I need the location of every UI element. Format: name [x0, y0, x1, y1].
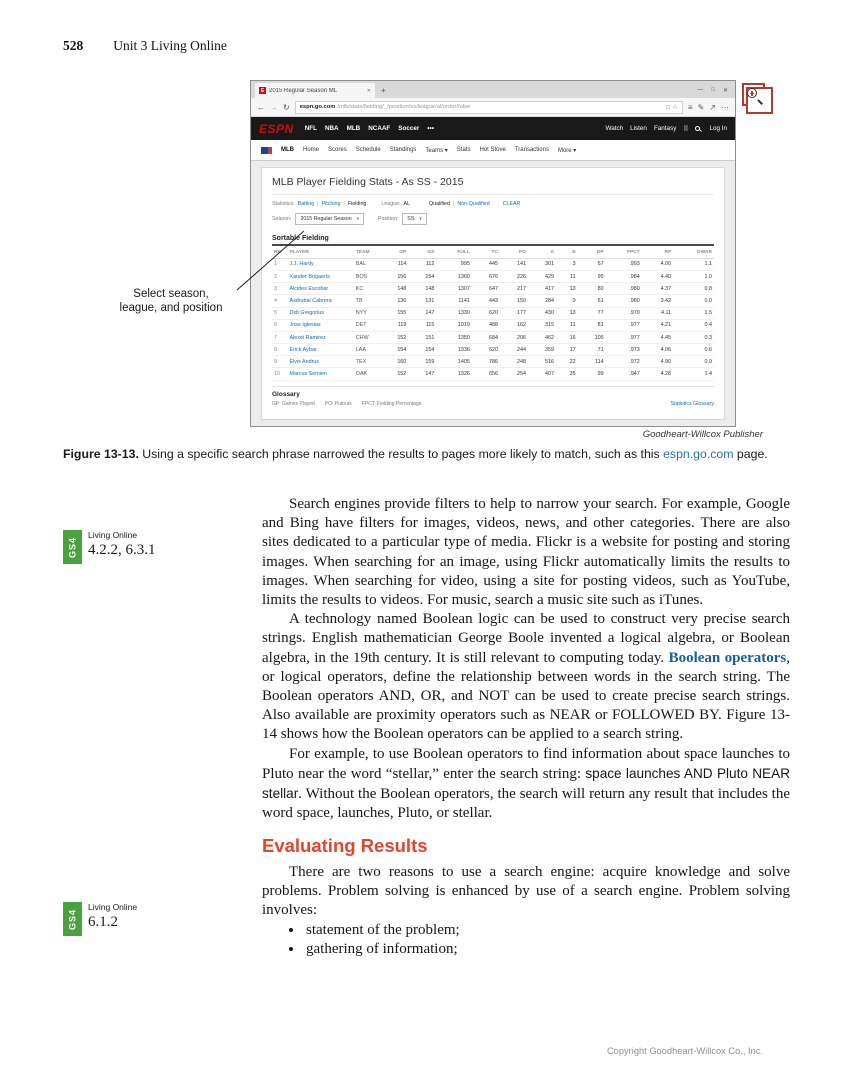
separator: |: [317, 201, 319, 207]
stat-cell: 0.0: [673, 295, 714, 307]
glossary-title: Glossary: [272, 390, 300, 398]
window-controls: [697, 87, 731, 94]
stat-cell: 152: [380, 368, 408, 380]
stat-cell: 4.40: [642, 270, 673, 282]
stat-cell: 9: [272, 356, 287, 368]
stat-cell: 4.06: [642, 344, 673, 356]
paragraph-evaluating: There are two reasons to use a search engine: acquire knowledge and solve problems. Problem solving is enhanced by use of a search engine. Problem solving involves:: [262, 863, 790, 919]
stat-cell: CHW: [354, 331, 381, 343]
player-name-link[interactable]: Jose Iglesias: [287, 319, 353, 331]
player-name-link[interactable]: Asdrubal Cabrera: [287, 295, 353, 307]
caption-text: Using a specific search phrase narrowed the results to pages more likely to match, such as this: [138, 447, 664, 461]
back-icon[interactable]: ←: [257, 102, 265, 112]
stat-cell: .947: [606, 368, 642, 380]
stat-cell: OAK: [354, 368, 381, 380]
page-number: 528: [63, 38, 84, 53]
espn-nav-item[interactable]: Watch: [605, 125, 624, 132]
stat-cell: 147: [408, 368, 436, 380]
player-name-link[interactable]: Alcides Escobar: [287, 283, 353, 295]
nonqualified-link[interactable]: Non-Qualified: [457, 201, 490, 207]
espn-nav-item[interactable]: NFL: [304, 125, 317, 132]
stat-cell: 4.00: [642, 258, 673, 270]
stat-cell: 3: [556, 258, 578, 270]
stat-cell: 226: [500, 270, 528, 282]
browser-address-bar: [251, 98, 735, 117]
column-header[interactable]: RF: [642, 248, 673, 258]
league-value[interactable]: AL: [403, 201, 411, 207]
stat-cell: 154: [408, 270, 436, 282]
stat-cell: 148: [380, 283, 408, 295]
mlb-subnav-item[interactable]: Standings: [389, 146, 417, 153]
standards-badge: [63, 530, 156, 564]
stat-cell: 684: [472, 331, 500, 343]
paragraph-boolean: [262, 610, 790, 744]
stat-cell: 284: [528, 295, 556, 307]
running-head: [63, 38, 227, 54]
stat-cell: 429: [528, 270, 556, 282]
pitching-link[interactable]: Pitching: [321, 201, 341, 207]
espn-go-com-link[interactable]: espn.go.com: [663, 447, 734, 461]
stat-cell: 13: [556, 307, 578, 319]
browser-tab-bar: [251, 81, 735, 98]
browser-tab[interactable]: [255, 83, 375, 98]
stat-cell: 1326: [436, 368, 472, 380]
espn-nav-item[interactable]: NCAAF: [368, 125, 391, 132]
stat-cell: 445: [472, 258, 500, 270]
browser-screenshot: [250, 80, 736, 427]
sortable-fielding-title: Sortable Fielding: [272, 235, 329, 242]
stat-cell: 244: [500, 344, 528, 356]
apps-grid-icon[interactable]: ⠿: [683, 125, 689, 133]
standards-text: [88, 902, 137, 931]
column-header[interactable]: RK: [272, 248, 287, 258]
stat-cell: 77: [578, 307, 606, 319]
stat-cell: 4: [272, 295, 287, 307]
magnifier-handle: [757, 99, 763, 105]
stat-cell: 154: [408, 344, 436, 356]
espn-sports-nav: [305, 125, 434, 132]
stat-cell: 4.90: [642, 356, 673, 368]
separator: |: [343, 201, 345, 207]
season-value: 2015 Regular Season: [300, 216, 352, 222]
standards-codes: 4.2.2, 6.3.1: [88, 542, 156, 558]
table-row: [272, 368, 714, 380]
callout-arrow-line: [236, 228, 306, 292]
stat-cell: 160: [380, 356, 408, 368]
close-window-icon[interactable]: ✕: [722, 88, 728, 94]
body-text-column: [262, 495, 790, 960]
statistics-glossary-link[interactable]: Statistics Glossary: [670, 400, 714, 407]
espn-media-nav: [606, 125, 677, 132]
fielding-stats-table: [272, 248, 714, 381]
stat-cell: 17: [556, 344, 578, 356]
stat-cell: BOS: [354, 270, 381, 282]
stat-cell: 151: [408, 331, 436, 343]
stat-cell: NYY: [354, 307, 381, 319]
espn-favicon-icon: E: [260, 87, 265, 94]
search-string-example: space launches AND Pluto NEAR stellar: [262, 765, 791, 802]
stat-cell: 4.21: [642, 319, 673, 331]
stat-cell: 3.42: [642, 295, 673, 307]
mlb-subnav-item[interactable]: Teams ▾: [425, 147, 448, 154]
url-input[interactable]: [295, 101, 683, 114]
stat-cell: TEX: [354, 356, 381, 368]
stat-cell: 99: [578, 368, 606, 380]
stat-cell: 1330: [436, 307, 472, 319]
espn-nav-item[interactable]: Soccer: [398, 125, 420, 132]
stat-cell: 407: [528, 368, 556, 380]
column-header[interactable]: PLAYER: [287, 248, 353, 258]
stat-cell: 7: [272, 331, 287, 343]
maximize-icon[interactable]: □: [711, 87, 715, 93]
stats-table-head-row: [272, 248, 714, 258]
standards-codes: 6.1.2: [88, 914, 118, 930]
stat-cell: 647: [472, 283, 500, 295]
clear-link[interactable]: CLEAR: [502, 201, 521, 207]
player-name-link[interactable]: Erick Aybar: [287, 344, 353, 356]
paragraph-text: . Without the Boolean operators, the search will return any result that includes the word space, launches, Pluto, or stellar.: [262, 786, 790, 822]
paragraph-text: A technology named Boolean logic can be used to construct very precise search strings. English mathematician George Boole invented a logical algebra, or Boolean algebra, in the 19th century. It is still relevant to computing today.: [262, 611, 790, 666]
stat-cell: LAA: [354, 344, 381, 356]
refresh-icon[interactable]: ↻: [283, 102, 290, 112]
table-row: [272, 295, 714, 307]
stat-cell: BAL: [354, 258, 381, 270]
position-value: SS: [407, 216, 415, 222]
column-header[interactable]: GS: [408, 248, 436, 258]
player-name-link[interactable]: Xander Bogaerts: [287, 270, 353, 282]
list-item: • gathering of information;: [304, 940, 790, 959]
stat-cell: 156: [380, 270, 408, 282]
stat-cell: 150: [500, 295, 528, 307]
mlb-subnav-item[interactable]: Hot Stove: [479, 146, 506, 153]
player-name-link[interactable]: J.J. Hardy: [287, 258, 353, 270]
chevron-down-icon: ▾: [419, 216, 422, 221]
chevron-down-icon: ▾: [356, 216, 359, 221]
stat-cell: 152: [380, 331, 408, 343]
close-tab-icon[interactable]: ✕: [366, 87, 371, 94]
stat-cell: 4.45: [642, 331, 673, 343]
stat-cell: 417: [528, 283, 556, 295]
stat-cell: 3: [272, 283, 287, 295]
column-header[interactable]: DP: [578, 248, 606, 258]
stat-cell: 206: [500, 331, 528, 343]
glossary-term: PO: Putouts: [324, 400, 352, 407]
column-header[interactable]: TEAM: [354, 248, 381, 258]
column-header[interactable]: FULL: [436, 248, 472, 258]
stat-cell: 141: [500, 258, 528, 270]
stat-cell: 114: [380, 258, 408, 270]
mlb-subnav-item[interactable]: Scores: [328, 146, 347, 153]
stat-cell: 0.4: [673, 319, 714, 331]
column-header[interactable]: FPCT: [606, 248, 642, 258]
stat-cell: .980: [606, 295, 642, 307]
paragraph-text: , or logical operators, define the relationship between words in the search string. The Boolean operators AND, OR, and NOT can be used to create precise search strings. Also available are proximity operators such as NEAR or FOLLOWED BY. Figure 13-14 shows how the Boolean operators can be applied to a search string.: [262, 649, 790, 743]
player-name-link[interactable]: Marcus Semien: [287, 368, 353, 380]
key-term-boolean-operators: Boolean operators: [668, 649, 787, 666]
stat-cell: 1: [272, 258, 287, 270]
league-label: League:: [381, 201, 401, 207]
mlb-subnav: [251, 140, 735, 161]
stat-cell: 80: [578, 283, 606, 295]
espn-top-nav: [251, 117, 735, 140]
unit-title: Unit 3 Living Online: [113, 38, 227, 53]
espn-logo[interactable]: ESPN: [259, 121, 294, 136]
mlb-subnav-items: [281, 147, 576, 154]
season-position-row: [272, 213, 714, 225]
share-icon[interactable]: ↗: [709, 102, 716, 112]
stat-cell: 131: [408, 295, 436, 307]
stats-card: [261, 167, 725, 420]
stat-cell: .977: [606, 319, 642, 331]
table-row: [272, 283, 714, 295]
mlb-subnav-item[interactable]: Schedule: [355, 146, 381, 153]
mlb-subnav-item[interactable]: Stats: [456, 146, 471, 153]
espn-nav-item[interactable]: •••: [427, 125, 434, 132]
stat-cell: 105: [578, 331, 606, 343]
new-tab-button[interactable]: +: [381, 86, 386, 95]
gs4-badge: GS4: [63, 902, 82, 936]
separator: |: [452, 201, 455, 207]
stat-cell: 0.9: [673, 356, 714, 368]
table-row: [272, 307, 714, 319]
stat-cell: .984: [606, 270, 642, 282]
table-row: [272, 258, 714, 270]
figure-credit: Goodheart-Willcox Publisher: [642, 429, 763, 440]
glossary-terms: [272, 401, 714, 407]
stat-cell: 162: [500, 319, 528, 331]
stat-cell: 516: [528, 356, 556, 368]
stat-cell: 0.6: [673, 344, 714, 356]
stat-cell: 148: [408, 283, 436, 295]
stat-cell: 177: [500, 307, 528, 319]
tab-title: 2015 Regular Season ML: [269, 87, 338, 94]
mlb-subnav-item[interactable]: MLB: [281, 146, 294, 153]
player-name-link[interactable]: Didi Gregorius: [287, 307, 353, 319]
stats-page-title: MLB Player Fielding Stats - As SS - 2015: [272, 176, 714, 195]
stat-cell: 6: [272, 319, 287, 331]
mlb-logo: [261, 147, 272, 154]
stat-cell: 159: [408, 356, 436, 368]
table-row: [272, 270, 714, 282]
stat-cell: 4.11: [642, 307, 673, 319]
espn-nav-item[interactable]: Listen: [630, 125, 647, 132]
paragraph-filters: Search engines provide filters to help to narrow your search. For example, Google and Bing have filters for images, videos, news, and other categories. There are also sites dedicated to a particular type of media. Flickr is a website for posting and storing images. When searching for an image, using Flickr automatically limits the results to images. When searching for video, using a site for posting videos, such as YouTube, limits the results to videos. For music, search a music site such as iTunes.: [262, 496, 790, 609]
stat-cell: 656: [472, 368, 500, 380]
stat-cell: 315: [528, 319, 556, 331]
espn-nav-item[interactable]: NBA: [324, 125, 339, 132]
mlb-subnav-item[interactable]: More ▾: [557, 147, 577, 154]
standards-category: Living Online: [88, 530, 138, 540]
position-select[interactable]: [402, 213, 426, 225]
player-name-link[interactable]: Alexei Ramirez: [287, 331, 353, 343]
season-label: Season:: [272, 216, 292, 222]
stat-cell: .972: [606, 356, 642, 368]
stat-cell: 1019: [436, 319, 472, 331]
stat-cell: 8: [272, 344, 287, 356]
espn-nav-item[interactable]: Fantasy: [653, 125, 677, 132]
stat-cell: 995: [436, 258, 472, 270]
standards-category: Living Online: [88, 902, 138, 912]
glossary-term: FPCT: Fielding Percentage: [361, 400, 422, 407]
stat-cell: 115: [408, 319, 436, 331]
figure-label: Figure 13-13.: [63, 447, 139, 461]
callout-line: league, and position: [119, 302, 223, 315]
stat-cell: KC: [354, 283, 381, 295]
stat-cell: 147: [408, 307, 436, 319]
stat-cell: 301: [528, 258, 556, 270]
stat-cell: 620: [472, 307, 500, 319]
stat-cell: 154: [380, 344, 408, 356]
list-item: • statement of the problem;: [304, 921, 790, 940]
stat-cell: 112: [408, 258, 436, 270]
stat-cell: .980: [606, 283, 642, 295]
player-name-link[interactable]: Elvis Andrus: [287, 356, 353, 368]
sortable-fielding-header: [272, 235, 714, 246]
stat-cell: 9: [556, 295, 578, 307]
problem-solving-list: [262, 921, 790, 959]
season-select[interactable]: [295, 213, 364, 225]
stat-cell: 1.1: [673, 258, 714, 270]
stat-cell: 114: [578, 356, 606, 368]
stat-cell: 248: [500, 356, 528, 368]
mlb-subnav-item[interactable]: Transactions: [514, 146, 549, 153]
stat-cell: 81: [578, 319, 606, 331]
stat-cell: 1.4: [673, 368, 714, 380]
stat-cell: 1141: [436, 295, 472, 307]
stat-cell: 10: [272, 368, 287, 380]
stat-cell: 57: [578, 258, 606, 270]
stat-cell: 13: [556, 283, 578, 295]
statistics-label: Statistics:: [272, 201, 295, 207]
standards-text: [88, 530, 156, 559]
stat-cell: 35: [556, 368, 578, 380]
column-header[interactable]: A: [528, 248, 556, 258]
stat-cell: 786: [472, 356, 500, 368]
stat-cell: 359: [528, 344, 556, 356]
stat-cell: 254: [500, 368, 528, 380]
magnifier-glass-icon: [747, 88, 757, 98]
stat-cell: .977: [606, 331, 642, 343]
stat-cell: 16: [556, 331, 578, 343]
stat-cell: DET: [354, 319, 381, 331]
stat-cell: .979: [606, 307, 642, 319]
minimize-icon[interactable]: —: [697, 87, 704, 93]
column-header[interactable]: GP: [380, 248, 408, 258]
stat-cell: 0.8: [673, 283, 714, 295]
stat-cell: TB: [354, 295, 381, 307]
position-label: Position:: [377, 216, 399, 222]
stat-cell: 1307: [436, 283, 472, 295]
mlb-subnav-item[interactable]: Home: [303, 146, 320, 153]
stats-table-body: [272, 258, 714, 380]
stat-cell: 620: [472, 344, 500, 356]
stat-cell: 1.5: [673, 307, 714, 319]
espn-nav-item[interactable]: MLB: [346, 125, 361, 132]
batting-link[interactable]: Batting: [297, 201, 315, 207]
reading-view-icon[interactable]: □: [666, 103, 671, 111]
column-header[interactable]: DWAR: [673, 248, 714, 258]
figure-callout: [104, 287, 238, 316]
url-domain: espn.go.com: [299, 104, 336, 110]
stat-cell: 1405: [436, 356, 472, 368]
section-heading: Evaluating Results: [262, 835, 428, 857]
glossary-term: GP: Games Played: [272, 400, 315, 407]
table-row: [272, 356, 714, 368]
espn-page-content: [251, 161, 735, 426]
glossary-section: [272, 386, 714, 407]
web-note-icon[interactable]: ✎: [697, 102, 705, 112]
column-header[interactable]: PO: [500, 248, 528, 258]
stat-cell: 4.28: [642, 368, 673, 380]
stat-cell: 155: [380, 307, 408, 319]
stat-cell: 488: [472, 319, 500, 331]
url-path: /mlb/stats/fielding/_/position/ss/league/al/order/false: [337, 104, 471, 110]
stat-cell: 462: [528, 331, 556, 343]
column-header[interactable]: E: [556, 248, 578, 258]
column-header[interactable]: TC: [472, 248, 500, 258]
stat-cell: 51: [578, 295, 606, 307]
stats-filters-row: [272, 201, 714, 207]
forward-icon[interactable]: →: [270, 102, 278, 112]
stat-cell: 2: [272, 270, 287, 282]
standards-badge: [63, 902, 137, 936]
stat-cell: 11: [556, 319, 578, 331]
login-button[interactable]: Log In: [709, 125, 727, 132]
stat-cell: 1.0: [673, 270, 714, 282]
callout-line: Select season,: [133, 288, 209, 300]
table-row: [272, 319, 714, 331]
stat-cell: 71: [578, 344, 606, 356]
caption-text: page.: [733, 447, 768, 461]
stat-cell: 119: [380, 319, 408, 331]
copyright-footer: Copyright Goodheart-Willcox Co., Inc.: [606, 1046, 763, 1056]
stat-cell: 1360: [436, 270, 472, 282]
stat-cell: 95: [578, 270, 606, 282]
stat-cell: 5: [272, 307, 287, 319]
zoom-magnifier-icon: [742, 83, 765, 106]
stat-cell: .973: [606, 344, 642, 356]
hub-icon[interactable]: ≡: [687, 102, 693, 112]
figure-caption: [63, 446, 769, 462]
stat-cell: 430: [528, 307, 556, 319]
more-icon[interactable]: ⋯: [721, 102, 729, 112]
stat-cell: 11: [556, 270, 578, 282]
table-row: [272, 344, 714, 356]
stat-cell: 136: [380, 295, 408, 307]
espn-nav-right: [606, 125, 728, 133]
stat-cell: 217: [500, 283, 528, 295]
favorites-star-icon[interactable]: ☆: [672, 104, 678, 111]
paragraph-text: For example, to use Boolean operators to find information about space launches to Pluto near the word “stellar,” enter the search string:: [262, 745, 790, 782]
stat-cell: .993: [606, 258, 642, 270]
search-icon[interactable]: [695, 126, 700, 131]
paragraph-example: [262, 745, 790, 824]
stat-cell: 4.37: [642, 283, 673, 295]
table-row: [272, 331, 714, 343]
stat-cell: 676: [472, 270, 500, 282]
stat-cell: 1336: [436, 344, 472, 356]
qualified-filter[interactable]: Qualified: [429, 201, 450, 207]
gs4-badge: GS4: [63, 530, 82, 564]
fielding-current: Fielding: [347, 201, 367, 207]
stat-cell: 0.3: [673, 331, 714, 343]
stat-cell: 22: [556, 356, 578, 368]
stat-cell: 1350: [436, 331, 472, 343]
stat-cell: 443: [472, 295, 500, 307]
